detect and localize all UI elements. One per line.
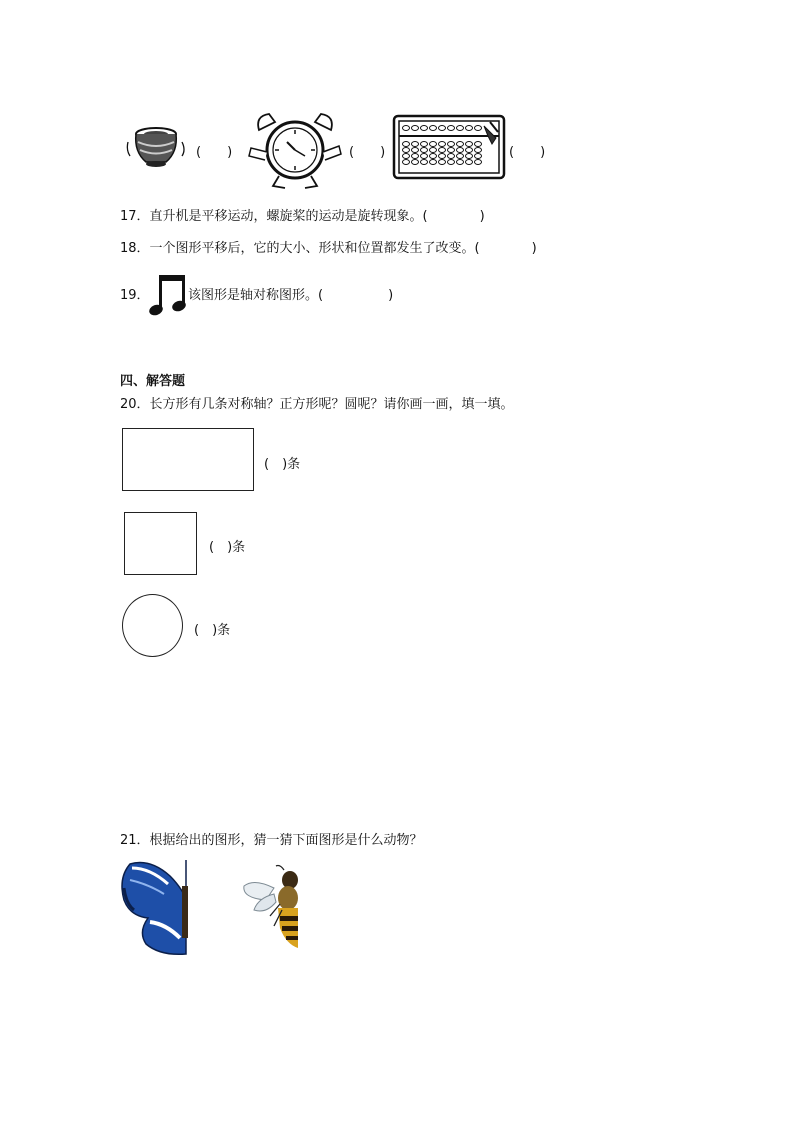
question-20: 20．长方形有几条对称轴？正方形呢？圆呢？请你画一画，填一填。 — [120, 397, 514, 412]
top-blank-1[interactable]: ( ) — [196, 145, 233, 160]
question-19-text: 该图形是轴对称图形。( ) — [188, 288, 394, 303]
music-note-icon — [148, 273, 188, 317]
question-18: 18．一个图形平移后，它的大小、形状和位置都发生了改变。( ) — [120, 241, 537, 256]
rectangle-shape[interactable] — [122, 428, 254, 491]
top-blank-3[interactable]: ( ) — [509, 145, 546, 160]
half-butterfly-icon — [120, 858, 190, 956]
question-17: 17．直升机是平移运动，螺旋桨的运动是旋转现象。( ) — [120, 209, 485, 224]
rectangle-axis-blank[interactable]: ( )条 — [264, 457, 301, 472]
circle-shape[interactable] — [122, 594, 183, 657]
question-21: 21．根据给出的图形，猜一猜下面图形是什么动物？ — [120, 833, 423, 848]
square-shape[interactable] — [124, 512, 197, 575]
top-blank-2[interactable]: ( ) — [349, 145, 386, 160]
spinning-top-icon — [124, 122, 188, 172]
abacus-icon — [392, 114, 506, 180]
question-19-number: 19． — [120, 288, 150, 303]
alarm-clock-icon — [245, 108, 345, 192]
square-axis-blank[interactable]: ( )条 — [209, 540, 246, 555]
section-title: 四、解答题 — [120, 374, 186, 389]
circle-axis-blank[interactable]: ( )条 — [194, 623, 231, 638]
half-bee-icon — [240, 864, 298, 950]
